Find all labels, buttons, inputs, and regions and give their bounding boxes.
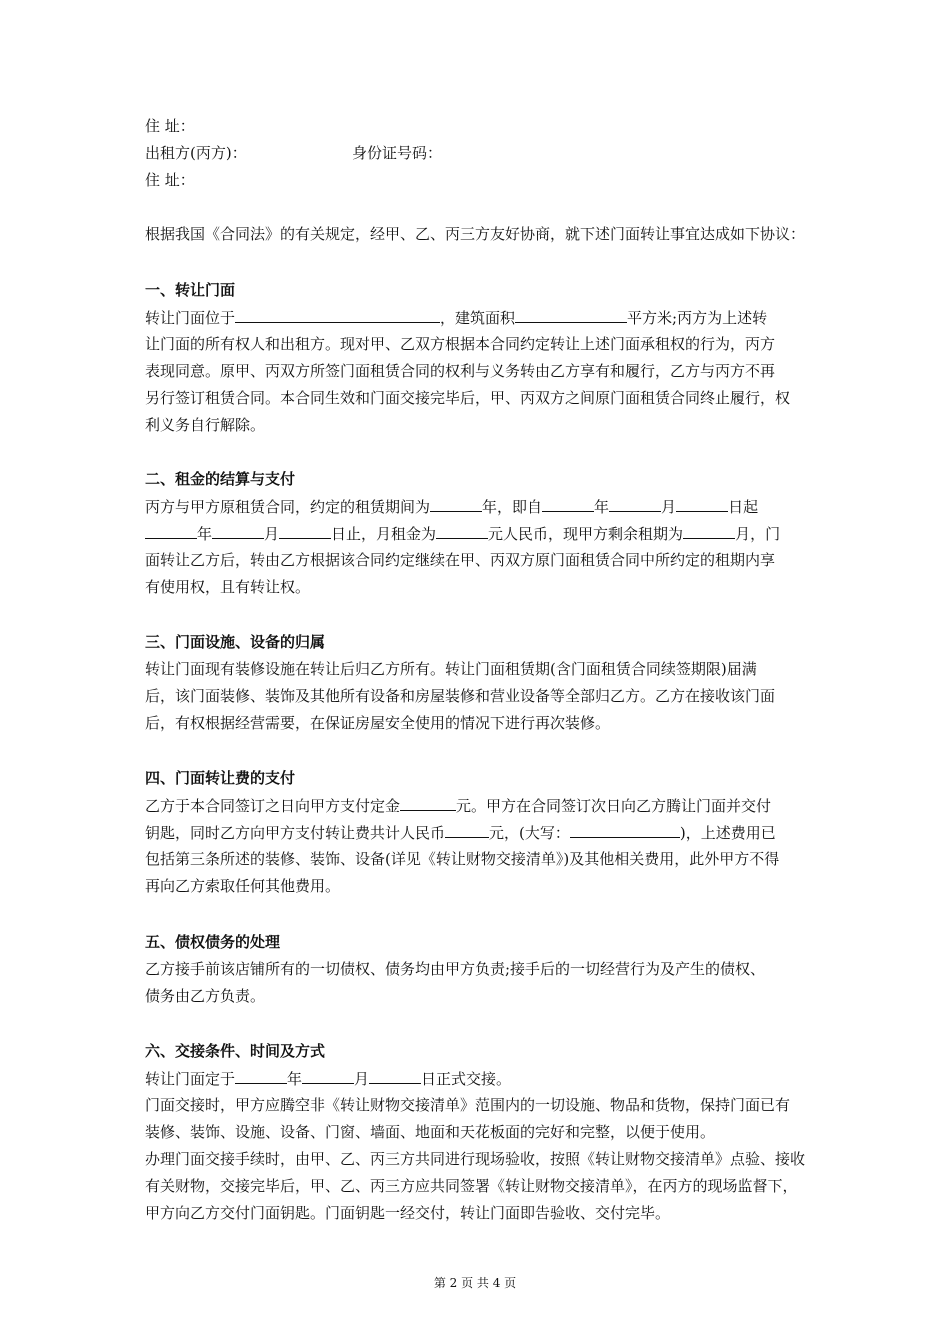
s4-line-4: 再向乙方索取任何其他费用。 [145, 877, 341, 895]
section-6-title: 六、交接条件、时间及方式 [145, 1042, 326, 1060]
lessor-label: 出租方(丙方)： [145, 144, 247, 162]
s4-line-2 [145, 822, 776, 843]
page-footer: 第 2 页 共 4 页 [433, 1276, 517, 1290]
s2-line-1 [145, 496, 758, 517]
s4-line-3: 包括第三条所述的装修、装饰、设备(详见《转让财物交接清单》)及其他相关费用，此外甲方不得 [145, 850, 780, 868]
s3-line-3: 后，有权根据经营需要，在保证房屋安全使用的情况下进行再次装修。 [145, 714, 611, 732]
s6-line-6: 甲方向乙方交付门面钥匙。门面钥匙一经交付，转让门面即告验收、交付完毕。 [145, 1204, 671, 1222]
blank-start-year [542, 496, 594, 512]
s1-text-c: 平方米;丙方为上述转 [627, 309, 768, 327]
s4-text-e: )，上述费用已 [679, 824, 776, 842]
s6-line-2: 门面交接时，甲方应腾空非《转让财物交接清单》范围内的一切设施、物品和货物，保持门面已有 [145, 1096, 791, 1114]
s2-line-3: 面转让乙方后，转由乙方根据该合同约定继续在甲、丙双方原门面租赁合同中所约定的租期内享 [145, 551, 776, 569]
preamble: 根据我国《合同法》的有关规定，经甲、乙、丙三方友好协商，就下述门面转让事宜达成如下协议： [145, 225, 806, 243]
s6-text-a: 转让门面定于 [145, 1070, 236, 1088]
s4-text-b: 元。甲方在合同签订次日向乙方腾让门面并交付 [456, 797, 772, 815]
section-1-title: 一、转让门面 [145, 281, 236, 299]
id-number-label: 身份证号码： [352, 144, 443, 162]
s2-line-4: 有使用权，且有转让权。 [145, 578, 311, 596]
s6-line-3: 装修、装饰、设施、设备、门窗、墙面、地面和天花板面的完好和完整，以便于使用。 [145, 1123, 716, 1141]
s1-line-5: 利义务自行解除。 [145, 416, 266, 434]
address-line-2: 住 址： [145, 171, 195, 189]
s6-text-b: 年 [287, 1070, 303, 1088]
section-2-title: 二、租金的结算与支付 [145, 470, 296, 488]
section-3-title: 三、门面设施、设备的归属 [145, 633, 326, 651]
s2-text-d: 月 [661, 498, 677, 516]
s1-text-b: ，建筑面积 [440, 309, 516, 327]
blank-end-year [145, 523, 197, 539]
blank-monthly-rent [436, 523, 488, 539]
s4-text-d: 元，(大写： [489, 824, 570, 842]
section-4-title: 四、门面转让费的支付 [145, 769, 296, 787]
s1-line-3: 表现同意。原甲、丙双方所签门面租赁合同的权利与义务转由乙方享有和履行，乙方与丙方不再 [145, 362, 776, 380]
s2-text-f: 年 [197, 525, 213, 543]
s1-line-1 [145, 307, 767, 328]
s2-text-b: 年，即自 [482, 498, 543, 516]
s2-text-c: 年 [594, 498, 610, 516]
blank-handover-month [302, 1068, 354, 1084]
blank-handover-day [369, 1068, 421, 1084]
blank-handover-year [235, 1068, 287, 1084]
s2-text-i: 元人民币，现甲方剩余租期为 [488, 525, 684, 543]
s6-line-5: 有关财物，交接完毕后，甲、乙、丙三方应共同签署《转让财物交接清单》，在丙方的现场监督下， [145, 1177, 798, 1195]
blank-start-month [609, 496, 661, 512]
s6-line-4: 办理门面交接手续时，由甲、乙、丙三方共同进行现场验收，按照《转让财物交接清单》点验、接收 [145, 1150, 806, 1168]
s4-line-1 [145, 795, 771, 816]
blank-location [235, 307, 440, 323]
blank-term-years [430, 496, 482, 512]
s2-line-2 [145, 523, 780, 544]
blank-transfer-fee [445, 822, 489, 838]
s6-line-1 [145, 1068, 511, 1089]
s6-text-d: 日正式交接。 [421, 1070, 512, 1088]
blank-area [515, 307, 627, 323]
lessor-line [145, 143, 443, 163]
s2-text-g: 月 [264, 525, 280, 543]
s1-line-2: 让门面的所有权人和出租方。现对甲、乙双方根据本合同约定转让上述门面承租权的行为，丙方 [145, 335, 776, 353]
blank-end-month [212, 523, 264, 539]
s1-text-a: 转让门面位于 [145, 309, 236, 327]
blank-end-day [279, 523, 331, 539]
s2-text-a: 丙方与甲方原租赁合同，约定的租赁期间为 [145, 498, 431, 516]
s1-line-4: 另行签订租赁合同。本合同生效和门面交接完毕后，甲、丙双方之间原门面租赁合同终止履行，权 [145, 389, 791, 407]
blank-deposit [400, 795, 456, 811]
s3-line-1: 转让门面现有装修设施在转让后归乙方所有。转让门面租赁期(含门面租赁合同续签期限)届满 [145, 660, 757, 678]
blank-start-day [676, 496, 728, 512]
s2-text-h: 日止，月租金为 [331, 525, 437, 543]
s6-text-c: 月 [354, 1070, 370, 1088]
blank-remaining-term [683, 523, 735, 539]
s4-text-c: 钥匙，同时乙方向甲方支付转让费共计人民币 [145, 824, 446, 842]
address-line-1: 住 址： [145, 117, 195, 135]
s3-line-2: 后，该门面装修、装饰及其他所有设备和房屋装修和营业设备等全部归乙方。乙方在接收该门面 [145, 687, 776, 705]
s2-text-j: 月，门 [735, 525, 781, 543]
section-5-title: 五、债权债务的处理 [145, 933, 281, 951]
blank-amount-in-words [570, 822, 680, 838]
s2-text-e: 日起 [728, 498, 759, 516]
s4-text-a: 乙方于本合同签订之日向甲方支付定金 [145, 797, 401, 815]
s5-line-1: 乙方接手前该店铺所有的一切债权、债务均由甲方负责;接手后的一切经营行为及产生的债权、 [145, 960, 766, 978]
s5-line-2: 债务由乙方负责。 [145, 987, 266, 1005]
